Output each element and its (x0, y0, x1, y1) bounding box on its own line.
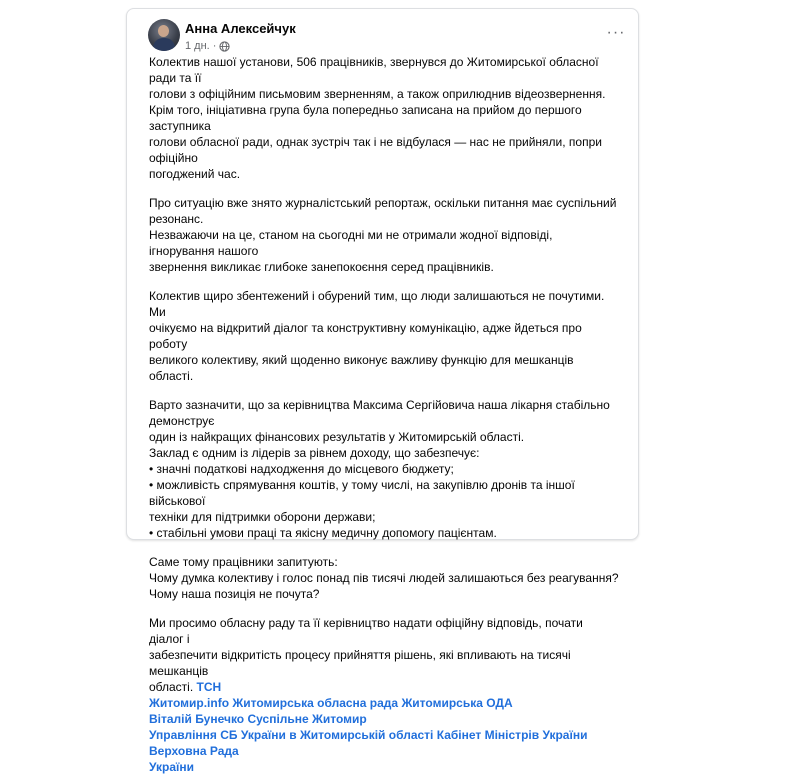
text-line: Чому наша позиція не почута? (149, 587, 320, 601)
bullet-line: • можливість спрямування коштів, у тому числі, на закупівлю дронів та іншої військової (149, 478, 575, 508)
post-time[interactable]: 1 дн. (185, 40, 210, 52)
text-line: Колектив щиро збентежений і обурений тим, що люди залишаються не почутими. Ми (149, 289, 605, 319)
text-line: голови обласної ради, однак зустріч так і не відбулася — нас не прийняли, попри офіційно (149, 135, 602, 165)
paragraph-1 (149, 54, 619, 182)
text-line: забезпечити відкритість процесу прийняття рішень, які впливають на тисячі мешканців (149, 648, 571, 678)
tag-link-zhytomyr-oda[interactable]: Житомирська ОДА (401, 696, 513, 710)
text-line: резонанс. (149, 212, 204, 226)
text-line: Ми просимо обласну раду та її керівництво надати офіційну відповідь, почати діалог і (149, 616, 583, 646)
tag-line (149, 727, 619, 759)
tag-link-tsn[interactable]: ТСН (196, 680, 222, 694)
paragraph-2 (149, 195, 619, 275)
text-line: Колектив нашої установи, 506 працівників, звернувся до Житомирської обласної ради та її (149, 55, 599, 85)
author-avatar[interactable] (148, 19, 180, 51)
text-line (149, 679, 619, 695)
text-line: голови з офіційним письмовим зверненням, а також оприлюднив відеозвернення. (149, 87, 606, 101)
text-line: звернення викликає глибоке занепокоєння серед працівників. (149, 260, 494, 274)
more-horizontal-icon[interactable]: ··· (606, 24, 626, 41)
tag-line (149, 711, 619, 727)
post-body (149, 54, 619, 775)
text-line: Про ситуацію вже знято журналістський репортаж, оскільки питання має суспільний (149, 196, 617, 210)
paragraph-6 (149, 615, 619, 775)
text-line: Саме тому працівники запитують: (149, 555, 338, 569)
tag-link-verkhovna-rada-cont[interactable]: України (149, 760, 195, 774)
tag-link-suspilne-zhytomyr[interactable]: Суспільне Житомир (247, 712, 367, 726)
paragraph-5 (149, 554, 619, 602)
post-header (148, 19, 628, 59)
text-line: Чому думка колективу і голос понад пів тисячі людей залишаються без реагування? (149, 571, 619, 585)
avatar-face (158, 25, 169, 37)
text-line: очікуємо на відкритий діалог та конструктивну комунікацію, адже йдеться про роботу (149, 321, 582, 351)
author-name[interactable]: Анна Алексейчук (185, 21, 296, 36)
tag-link-zhytomyr-info[interactable]: Житомир.info (149, 696, 230, 710)
bullet-line: • значні податкові надходження до місцевого бюджету; (149, 462, 454, 476)
text-line: один із найкращих фінансових результатів у Житомирській області. (149, 430, 525, 444)
paragraph-4 (149, 397, 619, 541)
text-line: Незважаючи на це, станом на сьогодні ми не отримали жодної відповіді, ігнорування нашого (149, 228, 553, 258)
bullet-line: техніки для підтримки оборони держави; (149, 510, 376, 524)
avatar-body (153, 38, 175, 51)
bullet-line: • стабільні умови праці та якісну медичну допомогу пацієнтам. (149, 526, 497, 540)
tag-link-oblast-council[interactable]: Житомирська обласна рада (232, 696, 399, 710)
globe-icon[interactable] (219, 41, 230, 52)
tag-link-verkhovna-rada[interactable]: Верховна Рада (149, 744, 239, 758)
tag-link-cabinet-ministers[interactable]: Кабінет Міністрів України (436, 728, 588, 742)
text-fragment: області. (149, 680, 194, 694)
tag-line (149, 695, 619, 711)
tag-link-sbu-zhytomyr[interactable]: Управління СБ України в Житомирській області (149, 728, 434, 742)
meta-separator: · (212, 40, 217, 52)
tag-link-bunechko[interactable]: Віталій Бунечко (149, 712, 245, 726)
text-line: Варто зазначити, що за керівництва Максима Сергійовича наша лікарня стабільно демонструє (149, 398, 610, 428)
text-line: погоджений час. (149, 167, 241, 181)
text-line: Заклад є одним із лідерів за рівнем доходу, що забезпечує: (149, 446, 480, 460)
paragraph-3 (149, 288, 619, 384)
post-meta (185, 40, 230, 52)
facebook-post-card (126, 8, 639, 774)
tag-line (149, 759, 619, 775)
text-line: Крім того, ініціативна група була попередньо записана на прийом до першого заступника (149, 103, 582, 133)
text-line: великого колективу, який щоденно виконує важливу функцію для мешканців області. (149, 353, 574, 383)
